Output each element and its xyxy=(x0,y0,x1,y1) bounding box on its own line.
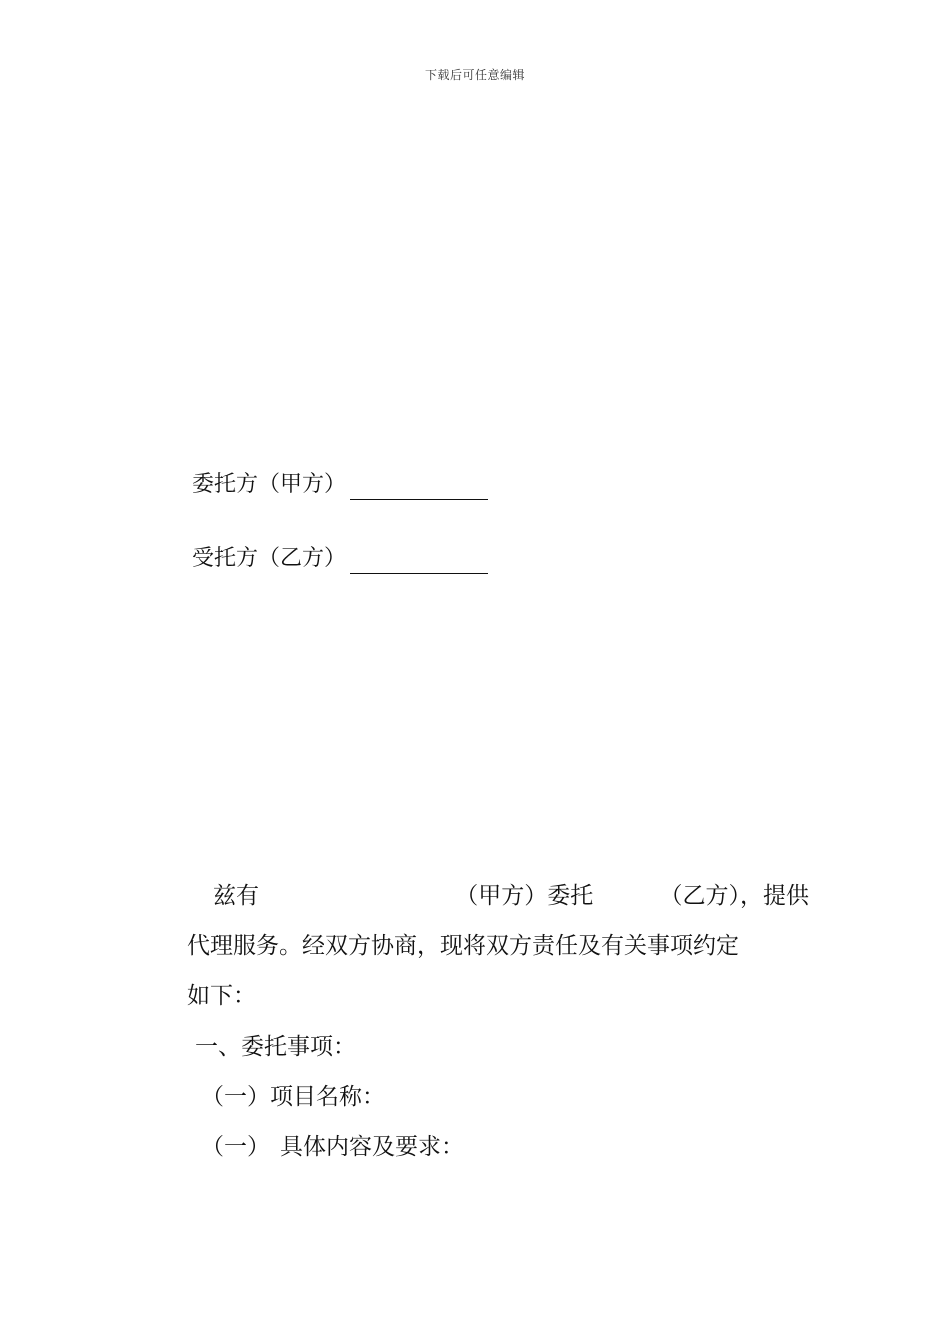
intro-line-1 xyxy=(187,871,809,921)
intro-blank-client xyxy=(272,871,442,921)
section-items xyxy=(187,1022,809,1172)
intro-line-3: 如下： xyxy=(187,983,256,1009)
section-heading-1: 一、委托事项： xyxy=(195,1034,356,1060)
intro-blank-agent xyxy=(606,871,646,921)
header-note: 下载后可任意编辑 xyxy=(424,68,525,82)
item-details-text: 具体内容及要求： xyxy=(280,1134,464,1160)
client-party-blank[interactable] xyxy=(350,473,488,500)
intro-seg-2: （甲方）委托 xyxy=(455,883,594,909)
intro-seg-1: 兹有 xyxy=(213,883,259,909)
agent-party-blank[interactable] xyxy=(350,547,488,574)
client-party-line xyxy=(192,470,488,500)
agent-party-line xyxy=(192,544,488,574)
client-party-label: 委托方（甲方） xyxy=(192,472,347,497)
intro-line-2: 代理服务。经双方协商，现将双方责任及有关事项约定 xyxy=(187,933,739,959)
item-project-name: （一）项目名称： xyxy=(201,1084,385,1110)
intro-seg-3: （乙方），提供 xyxy=(659,883,809,909)
intro-paragraph xyxy=(187,871,809,1021)
agent-party-label: 受托方（乙方） xyxy=(192,546,347,571)
item-details xyxy=(201,1122,809,1172)
item-details-prefix: （一） xyxy=(201,1134,270,1160)
